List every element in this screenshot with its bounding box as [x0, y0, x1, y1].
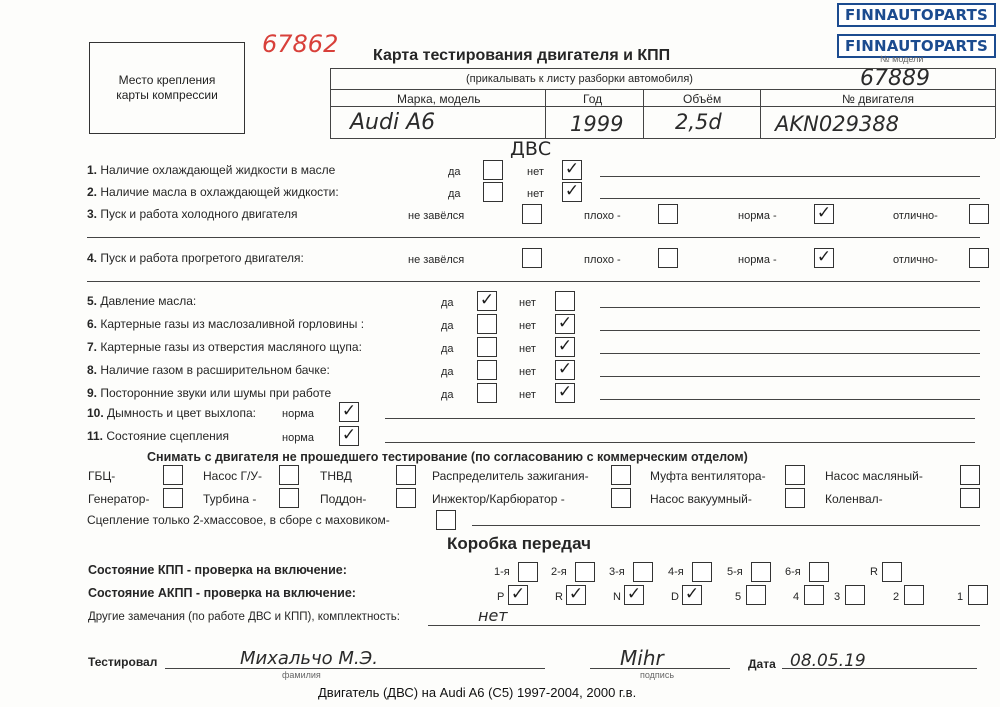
manual-gear-5-checkbox[interactable]	[751, 562, 771, 582]
item-2-label: 2. Наличие масла в охлаждающей жидкости:	[87, 185, 339, 199]
manual-gear-1-label: 1-я	[494, 566, 510, 578]
gearbox-title: Коробка передач	[447, 534, 591, 553]
manual-gear-5-label: 5-я	[727, 566, 743, 578]
item-2-yes-checkbox[interactable]	[483, 182, 503, 202]
watermark-logo-2: FINNAUTOPARTS	[837, 34, 996, 58]
item-2-opt-no: нет	[527, 188, 544, 200]
item-5-yes-checkbox[interactable]	[477, 291, 497, 311]
handwritten-model-number: 67889	[860, 66, 930, 91]
red-handwritten-id: 67862	[262, 30, 339, 58]
removal-item-1-2-checkbox[interactable]	[279, 465, 299, 485]
compression-card-text: Место крепления карты компрессии	[116, 73, 218, 102]
item-11-option: норма	[282, 432, 314, 444]
check-mark-icon: ✓	[557, 359, 573, 378]
item-1-opt-yes: да	[448, 166, 461, 178]
check-mark-icon: ✓	[564, 159, 580, 178]
manual-gear-2-label: 2-я	[551, 566, 567, 578]
removal-item-1-4: Распределитель зажигания-	[432, 469, 589, 483]
item-3-opt-4: отлично-	[893, 210, 938, 222]
auto-gear-P-label: P	[497, 591, 505, 603]
item-9-no-checkbox[interactable]	[555, 383, 575, 403]
removal-item-1-2: Насос Г/У-	[203, 469, 262, 483]
col-engine-no: № двигателя	[842, 92, 914, 106]
removal-item-1-6: Насос масляный-	[825, 469, 923, 483]
auto-gear-5-label: 5	[735, 591, 742, 603]
auto-gear-3-checkbox[interactable]	[845, 585, 865, 605]
item-3-opt-4-checkbox[interactable]	[969, 204, 989, 224]
item-11-checkbox[interactable]: ✓	[339, 426, 359, 446]
removal-item-2-6-checkbox[interactable]	[960, 488, 980, 508]
remarks-label: Другие замечания (по работе ДВС и КПП), комплектность:	[88, 611, 400, 623]
auto-gear-D-label: D	[671, 591, 679, 603]
item-5-label: 5. Давление масла:	[87, 294, 197, 308]
auto-gear-R-label: R	[555, 591, 563, 603]
check-mark-icon: ✓	[568, 584, 584, 603]
check-mark-icon: ✓	[557, 382, 573, 401]
item-7-no-checkbox[interactable]	[555, 337, 575, 357]
item-4-opt-4-checkbox[interactable]	[969, 248, 989, 268]
item-1-yes-checkbox[interactable]	[483, 160, 503, 180]
auto-gear-N-checkbox[interactable]	[624, 585, 644, 605]
check-mark-icon: ✓	[684, 584, 700, 603]
item-11-label: 11. Состояние сцепления	[87, 429, 229, 443]
item-10-checkbox[interactable]: ✓	[339, 402, 359, 422]
item-8-no-checkbox[interactable]	[555, 360, 575, 380]
item-8-opt-no: нет	[519, 366, 536, 378]
manual-label: Состояние КПП - проверка на включение:	[88, 563, 347, 577]
item-7-opt-yes: да	[441, 343, 454, 355]
item-1-opt-no: нет	[527, 166, 544, 178]
manual-gear-7-checkbox[interactable]	[882, 562, 902, 582]
value-year: 1999	[570, 112, 624, 136]
col-model: Марка, модель	[397, 92, 481, 106]
image-caption: Двигатель (ДВС) на Audi A6 (C5) 1997-2004, 2000 г.в.	[318, 685, 637, 700]
auto-gear-2-label: 2	[893, 591, 900, 603]
removal-item-2-4-checkbox[interactable]	[611, 488, 631, 508]
removal-item-2-5: Насос вакуумный-	[650, 492, 752, 506]
item-7-yes-checkbox[interactable]	[477, 337, 497, 357]
item-7-label: 7. Картерные газы из отверстия масляного щупа:	[87, 340, 362, 354]
item-5-opt-yes: да	[441, 297, 454, 309]
model-number-label: № модели	[880, 54, 924, 64]
item-6-opt-yes: да	[441, 320, 454, 332]
manual-gear-2-checkbox[interactable]	[575, 562, 595, 582]
removal-item-1-6-checkbox[interactable]	[960, 465, 980, 485]
item-5-no-checkbox[interactable]	[555, 291, 575, 311]
removal-item-2-6: Коленвал-	[825, 492, 883, 506]
subtitle: (прикалывать к листу разборки автомобиля)	[466, 73, 693, 85]
signature: Mihr	[620, 646, 664, 670]
check-mark-icon: ✓	[557, 336, 573, 355]
item-3-opt-3: норма -	[738, 210, 777, 222]
item-2-no-checkbox[interactable]	[562, 182, 582, 202]
dvs-section-title: ДВС	[510, 138, 552, 160]
removal-item-1-1: ГБЦ-	[88, 469, 116, 483]
item-6-no-checkbox[interactable]	[555, 314, 575, 334]
auto-gear-3-label: 3	[834, 591, 841, 603]
item-3-opt-1-checkbox[interactable]	[522, 204, 542, 224]
removal-item-2-5-checkbox[interactable]	[785, 488, 805, 508]
item-9-label: 9. Посторонние звуки или шумы при работе	[87, 386, 332, 400]
item-2-opt-yes: да	[448, 188, 461, 200]
check-mark-icon: ✓	[479, 290, 495, 309]
item-9-opt-yes: да	[441, 389, 454, 401]
col-year: Год	[583, 92, 603, 106]
auto-gear-D-checkbox[interactable]	[682, 585, 702, 605]
removal-item-2-1: Генератор-	[88, 492, 150, 506]
item-6-label: 6. Картерные газы из маслозаливной горловины :	[87, 317, 365, 331]
manual-gear-6-label: 6-я	[785, 566, 801, 578]
check-mark-icon: ✓	[816, 247, 832, 266]
removal-item-1-3-checkbox[interactable]	[396, 465, 416, 485]
removal-clutch-label: Сцепление только 2-хмассовое, в сборе с маховиком-	[87, 513, 390, 527]
value-engine-no: AKN029388	[775, 112, 900, 136]
item-3-opt-1: не завёлся	[408, 210, 465, 222]
remarks-value: нет	[478, 606, 508, 625]
auto-gear-5-checkbox[interactable]	[746, 585, 766, 605]
watermark-logo: FINNAUTOPARTS	[837, 3, 996, 27]
compression-card-box	[89, 42, 245, 134]
item-4-opt-3-checkbox[interactable]	[814, 248, 834, 268]
auto-gear-1-label: 1	[957, 591, 964, 603]
removal-title: Снимать с двигателя не прошедшего тестирование (по согласованию с коммерческим отделом)	[147, 450, 748, 464]
manual-gear-4-label: 4-я	[668, 566, 684, 578]
item-4-opt-2-checkbox[interactable]	[658, 248, 678, 268]
item-10-option: норма	[282, 408, 314, 420]
auto-gear-N-label: N	[613, 591, 621, 603]
auto-gear-R-checkbox[interactable]	[566, 585, 586, 605]
item-7-opt-no: нет	[519, 343, 536, 355]
item-5-opt-no: нет	[519, 297, 536, 309]
item-1-no-checkbox[interactable]	[562, 160, 582, 180]
value-model: Audi A6	[350, 110, 436, 135]
item-9-yes-checkbox[interactable]	[477, 383, 497, 403]
item-8-yes-checkbox[interactable]	[477, 360, 497, 380]
item-8-opt-yes: да	[441, 366, 454, 378]
check-mark-icon: ✓	[626, 584, 642, 603]
removal-item-1-4-checkbox[interactable]	[611, 465, 631, 485]
tested-label: Тестировал	[88, 655, 158, 669]
removal-item-2-2: Турбина -	[203, 492, 257, 506]
auto-label: Состояние АКПП - проверка на включение:	[88, 586, 356, 600]
manual-gear-6-checkbox[interactable]	[809, 562, 829, 582]
auto-gear-2-checkbox[interactable]	[904, 585, 924, 605]
manual-gear-7-label: R	[870, 566, 878, 578]
removal-item-2-2-checkbox[interactable]	[279, 488, 299, 508]
removal-item-1-1-checkbox[interactable]	[163, 465, 183, 485]
col-volume: Объём	[683, 92, 722, 106]
check-mark-icon: ✓	[816, 203, 832, 222]
item-8-label: 8. Наличие газом в расширительном бачке:	[87, 363, 330, 377]
item-4-opt-1-checkbox[interactable]	[522, 248, 542, 268]
sign-hint: подпись	[640, 670, 675, 680]
removal-item-2-1-checkbox[interactable]	[163, 488, 183, 508]
removal-item-1-5-checkbox[interactable]	[785, 465, 805, 485]
auto-gear-P-checkbox[interactable]	[508, 585, 528, 605]
item-3-label: 3. Пуск и работа холодного двигателя	[87, 207, 298, 221]
removal-item-1-3: ТНВД	[320, 469, 352, 483]
item-4-opt-2: плохо -	[584, 254, 621, 266]
date-label: Дата	[748, 657, 776, 671]
check-mark-icon: ✓	[510, 584, 526, 603]
removal-item-2-3-checkbox[interactable]	[396, 488, 416, 508]
item-3-opt-3-checkbox[interactable]	[814, 204, 834, 224]
item-4-label: 4. Пуск и работа прогретого двигателя:	[87, 251, 304, 265]
removal-item-2-3: Поддон-	[320, 492, 367, 506]
check-mark-icon: ✓	[557, 313, 573, 332]
item-6-opt-no: нет	[519, 320, 536, 332]
item-4-opt-1: не завёлся	[408, 254, 465, 266]
removal-item-2-4: Инжектор/Карбюратор -	[432, 492, 565, 506]
page-title: Карта тестирования двигателя и КПП	[373, 47, 671, 64]
item-3-opt-2: плохо -	[584, 210, 621, 222]
manual-gear-4-checkbox[interactable]	[692, 562, 712, 582]
tester-name: Михальчо М.Э.	[240, 648, 378, 669]
manual-gear-1-checkbox[interactable]	[518, 562, 538, 582]
auto-gear-4-checkbox[interactable]	[804, 585, 824, 605]
item-10-label: 10. Дымность и цвет выхлопа:	[87, 406, 256, 420]
item-3-opt-2-checkbox[interactable]	[658, 204, 678, 224]
date-value: 08.05.19	[790, 651, 866, 671]
value-volume: 2,5d	[675, 110, 722, 134]
item-9-opt-no: нет	[519, 389, 536, 401]
check-mark-icon: ✓	[564, 181, 580, 200]
item-6-yes-checkbox[interactable]	[477, 314, 497, 334]
item-4-opt-3: норма -	[738, 254, 777, 266]
removal-item-1-5: Муфта вентилятора-	[650, 469, 766, 483]
item-4-opt-4: отлично-	[893, 254, 938, 266]
removal-clutch-checkbox[interactable]	[436, 510, 456, 530]
auto-gear-1-checkbox[interactable]	[968, 585, 988, 605]
manual-gear-3-checkbox[interactable]	[633, 562, 653, 582]
auto-gear-4-label: 4	[793, 591, 800, 603]
manual-gear-3-label: 3-я	[609, 566, 625, 578]
name-hint: фамилия	[282, 670, 321, 680]
item-1-label: 1. Наличие охлаждающей жидкости в масле	[87, 163, 336, 177]
